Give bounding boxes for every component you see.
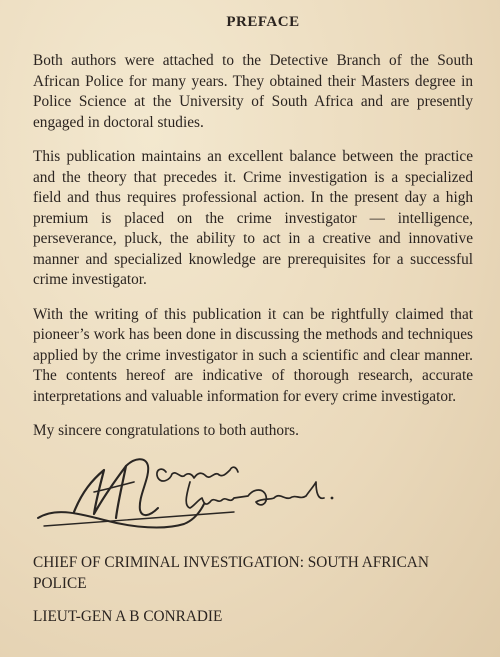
signatory-name: LIEUT-GEN A B CONRADIE [33, 608, 223, 625]
paragraph-authors: Both authors were attached to the Detective Branch of the South African Police for many years. They obtained their Masters degree in Police Science at the University of South Africa and are presently engaged in doctoral studies. [33, 52, 473, 131]
handwritten-signature [34, 452, 364, 547]
page-title: PREFACE [226, 14, 300, 30]
preface-page [33, 14, 473, 456]
paragraph-pioneer-work: With the writing of this publication it can be rightfully claimed that pioneer’s work has been done in discussing the methods and techniques applied by the crime investigator in such a scientific and clear manner. The contents hereof are indicative of thorough research, accurate interpretations and valuable information for every crime investigator. [33, 305, 473, 405]
paragraph-balance: This publication maintains an excellent balance between the practice and the theory that precedes it. Crime investigation is a specialized field and thus requires professional action. In the present day a high premium is placed on the crime investigator — intelligence, perseverance, pluck, the ability to act in a creative and innovative manner and specialized knowledge are prerequisites for a successful crime investigator. [33, 148, 473, 288]
signatory-title: CHIEF OF CRIMINAL INVESTIGATION: SOUTH AFRICAN POLICE [33, 554, 429, 592]
signature-icon [34, 452, 364, 547]
paragraph-congratulations: My sincere congratulations to both authors. [33, 422, 299, 439]
